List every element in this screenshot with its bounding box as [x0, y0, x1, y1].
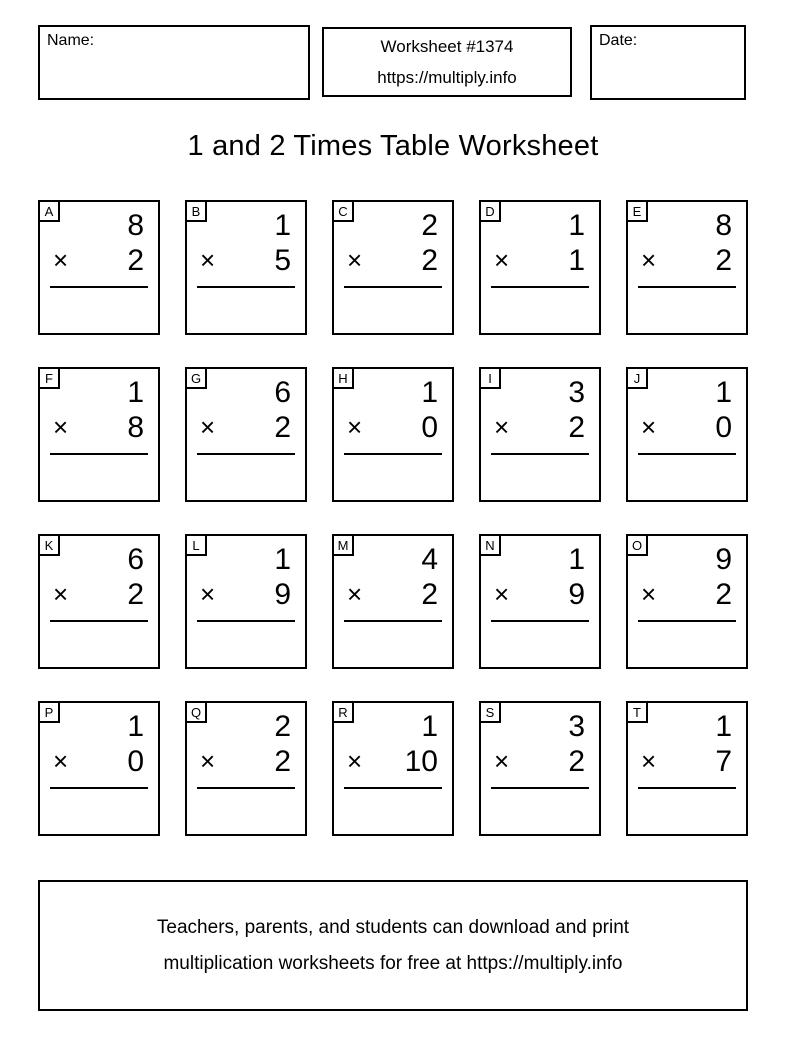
multiplier: 0: [127, 745, 144, 778]
multiply-icon: ×: [53, 579, 69, 609]
problem-label: Q: [185, 701, 207, 723]
problem-label: R: [332, 701, 354, 723]
multiplicand: 3: [568, 376, 585, 409]
problem-label: A: [38, 200, 60, 222]
problem-label: D: [479, 200, 501, 222]
multiply-icon: ×: [641, 579, 657, 609]
answer-space[interactable]: [187, 288, 305, 328]
multiplier: 2: [568, 745, 585, 778]
multiplicand: 1: [715, 710, 732, 743]
multiply-icon: ×: [494, 245, 510, 275]
answer-space[interactable]: [187, 622, 305, 662]
multiply-icon: ×: [347, 579, 363, 609]
problem-label: M: [332, 534, 354, 556]
multiplicand: 1: [715, 376, 732, 409]
multiply-icon: ×: [53, 746, 69, 776]
problem-label: S: [479, 701, 501, 723]
problem-label: J: [626, 367, 648, 389]
multiplicand: 1: [127, 376, 144, 409]
page-title: 1 and 2 Times Table Worksheet: [187, 130, 599, 162]
date-field[interactable]: [590, 25, 746, 100]
multiplicand: 6: [274, 376, 291, 409]
answer-space[interactable]: [40, 622, 158, 662]
problem-label: C: [332, 200, 354, 222]
worksheet-url: https://multiply.info: [377, 68, 517, 87]
multiplier: 2: [127, 244, 144, 277]
problem-label: O: [626, 534, 648, 556]
multiply-icon: ×: [347, 746, 363, 776]
multiplier: 0: [715, 411, 732, 444]
problem-card: [332, 701, 454, 836]
footer-note: [38, 880, 748, 1011]
problem-label: T: [626, 701, 648, 723]
problem-label: H: [332, 367, 354, 389]
worksheet-number: Worksheet #1374: [380, 37, 514, 56]
problem-card: [38, 534, 160, 669]
problem-card: [332, 200, 454, 335]
answer-space[interactable]: [628, 455, 746, 495]
multiply-icon: ×: [641, 245, 657, 275]
problem-label: I: [479, 367, 501, 389]
multiply-icon: ×: [494, 412, 510, 442]
multiplier: 2: [421, 578, 438, 611]
multiplier: 10: [404, 745, 438, 778]
multiplicand: 1: [421, 710, 438, 743]
multiplicand: 1: [274, 543, 291, 576]
problem-label: B: [185, 200, 207, 222]
problem-label: F: [38, 367, 60, 389]
answer-space[interactable]: [628, 622, 746, 662]
multiplier: 5: [274, 244, 291, 277]
multiply-icon: ×: [200, 245, 216, 275]
multiply-icon: ×: [200, 579, 216, 609]
problem-card: [38, 701, 160, 836]
worksheet-info-box: [322, 27, 572, 97]
multiplicand: 8: [127, 209, 144, 242]
multiplicand: 3: [568, 710, 585, 743]
multiply-icon: ×: [53, 245, 69, 275]
multiplier: 8: [127, 411, 144, 444]
multiplicand: 1: [274, 209, 291, 242]
problem-card: [185, 367, 307, 502]
problem-card: [38, 367, 160, 502]
multiplier: 7: [715, 745, 732, 778]
answer-space[interactable]: [40, 789, 158, 829]
problem-label: K: [38, 534, 60, 556]
multiply-icon: ×: [347, 412, 363, 442]
answer-space[interactable]: [628, 288, 746, 328]
problem-card: [479, 367, 601, 502]
footer-line-2: multiplication worksheets for free at https://multiply.info: [163, 952, 623, 974]
multiply-icon: ×: [494, 579, 510, 609]
problem-label: L: [185, 534, 207, 556]
problem-card: [479, 534, 601, 669]
multiply-icon: ×: [641, 746, 657, 776]
multiply-icon: ×: [200, 746, 216, 776]
multiplicand: 1: [568, 209, 585, 242]
answer-space[interactable]: [481, 622, 599, 662]
multiplier: 0: [421, 411, 438, 444]
problem-card: [626, 200, 748, 335]
problem-card: [185, 534, 307, 669]
multiplicand: 2: [274, 710, 291, 743]
problem-card: [332, 367, 454, 502]
name-field[interactable]: [38, 25, 310, 100]
problems-grid: [38, 200, 750, 836]
multiplier: 2: [274, 745, 291, 778]
multiplier: 2: [127, 578, 144, 611]
multiplier: 9: [274, 578, 291, 611]
multiplier: 1: [568, 244, 585, 277]
multiplicand: 2: [421, 209, 438, 242]
name-label: Name:: [47, 32, 95, 49]
multiplicand: 4: [421, 543, 438, 576]
multiplicand: 8: [715, 209, 732, 242]
multiplier: 2: [715, 578, 732, 611]
problem-card: [626, 534, 748, 669]
problem-card: [332, 534, 454, 669]
footer-line-1: Teachers, parents, and students can download and print: [156, 916, 630, 938]
answer-space[interactable]: [40, 455, 158, 495]
multiply-icon: ×: [641, 412, 657, 442]
date-label: Date:: [599, 32, 638, 49]
answer-space[interactable]: [187, 455, 305, 495]
answer-space[interactable]: [481, 455, 599, 495]
answer-space[interactable]: [187, 789, 305, 829]
multiplicand: 1: [421, 376, 438, 409]
answer-space[interactable]: [481, 288, 599, 328]
multiplicand: 6: [127, 543, 144, 576]
multiplicand: 1: [568, 543, 585, 576]
multiply-icon: ×: [200, 412, 216, 442]
problem-card: [185, 200, 307, 335]
problem-card: [626, 701, 748, 836]
answer-space[interactable]: [628, 789, 746, 829]
multiplicand: 1: [127, 710, 144, 743]
multiplicand: 9: [715, 543, 732, 576]
multiply-icon: ×: [347, 245, 363, 275]
multiply-icon: ×: [494, 746, 510, 776]
answer-space[interactable]: [334, 789, 452, 829]
problem-card: [479, 701, 601, 836]
answer-space[interactable]: [334, 455, 452, 495]
multiply-icon: ×: [53, 412, 69, 442]
answer-space[interactable]: [334, 622, 452, 662]
problem-label: E: [626, 200, 648, 222]
answer-space[interactable]: [334, 288, 452, 328]
problem-card: [38, 200, 160, 335]
multiplier: 2: [715, 244, 732, 277]
problem-card: [626, 367, 748, 502]
problem-label: P: [38, 701, 60, 723]
multiplier: 2: [568, 411, 585, 444]
multiplier: 2: [421, 244, 438, 277]
answer-space[interactable]: [40, 288, 158, 328]
problem-label: G: [185, 367, 207, 389]
problem-label: N: [479, 534, 501, 556]
multiplier: 2: [274, 411, 291, 444]
answer-space[interactable]: [481, 789, 599, 829]
problem-card: [185, 701, 307, 836]
multiplier: 9: [568, 578, 585, 611]
problem-card: [479, 200, 601, 335]
